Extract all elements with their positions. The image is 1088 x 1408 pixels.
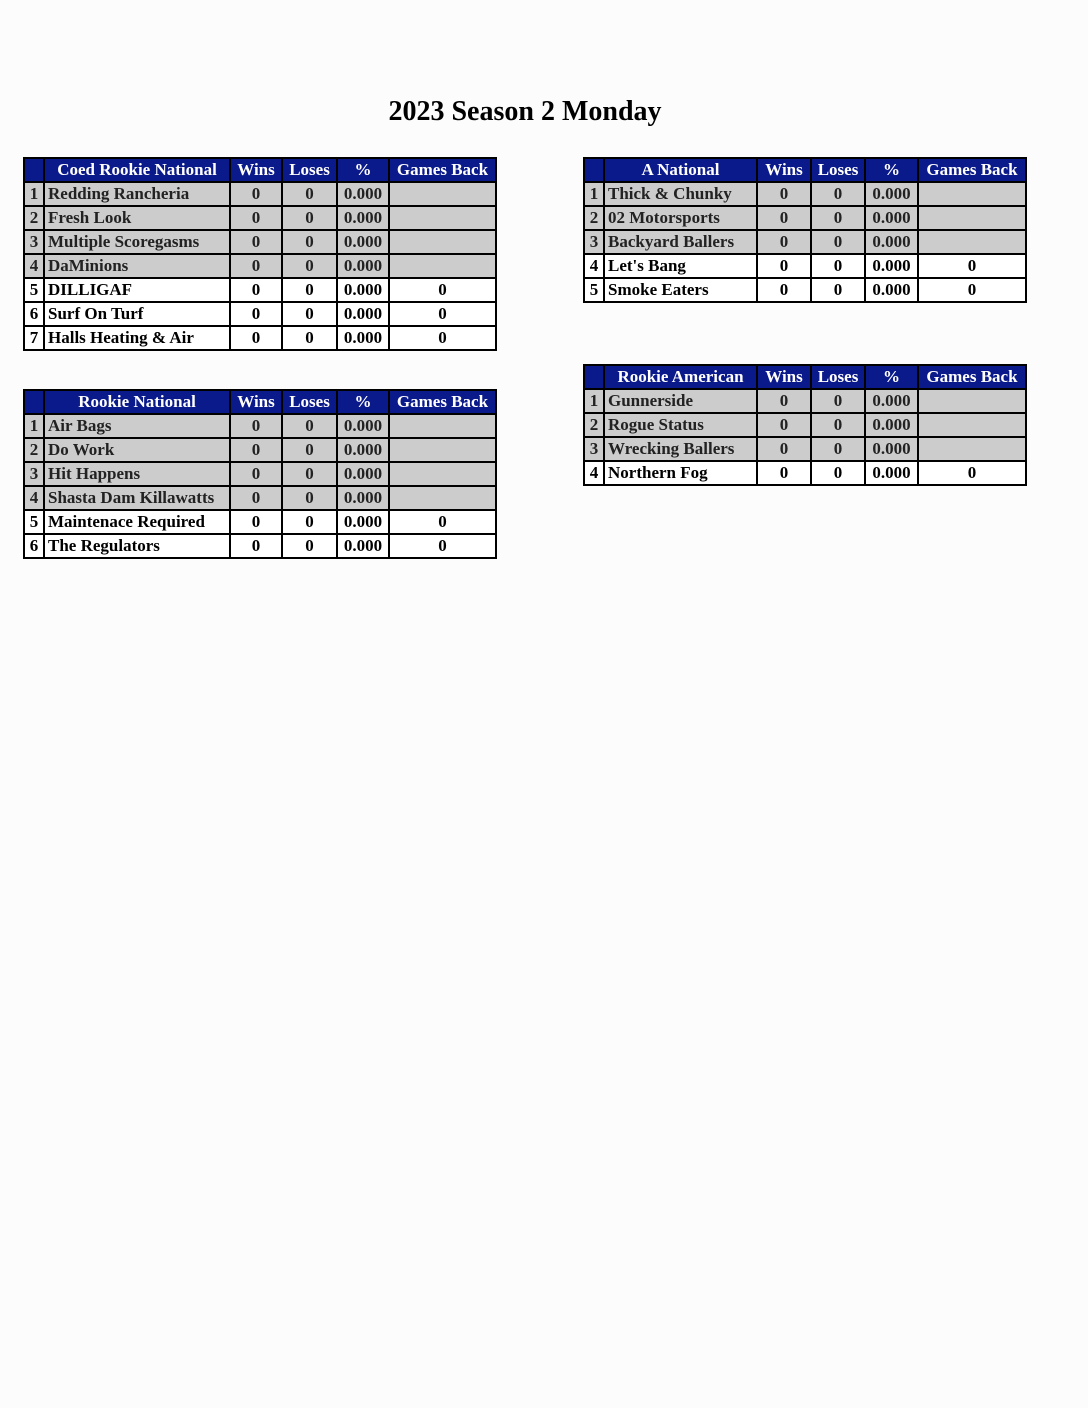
loses-cell: 0 bbox=[282, 438, 337, 462]
table-row bbox=[24, 438, 496, 462]
rank-cell: 4 bbox=[584, 254, 604, 278]
loses-cell: 0 bbox=[282, 302, 337, 326]
loses-cell: 0 bbox=[811, 230, 865, 254]
team-name: Wrecking Ballers bbox=[604, 437, 757, 461]
rank-cell: 2 bbox=[24, 206, 44, 230]
rank-cell: 4 bbox=[584, 461, 604, 485]
games-back-cell bbox=[389, 230, 496, 254]
team-name: Redding Rancheria bbox=[44, 182, 230, 206]
games-back-cell bbox=[918, 413, 1026, 437]
wins-cell: 0 bbox=[230, 534, 282, 558]
wins-cell: 0 bbox=[230, 206, 282, 230]
table-row bbox=[584, 254, 1026, 278]
team-name: Air Bags bbox=[44, 414, 230, 438]
rank-cell: 5 bbox=[24, 278, 44, 302]
loses-header: Loses bbox=[811, 158, 865, 182]
table-row bbox=[584, 461, 1026, 485]
loses-cell: 0 bbox=[282, 278, 337, 302]
wins-header: Wins bbox=[230, 390, 282, 414]
table-row bbox=[24, 278, 496, 302]
team-name: Do Work bbox=[44, 438, 230, 462]
wins-cell: 0 bbox=[757, 278, 811, 302]
loses-header: Loses bbox=[282, 158, 337, 182]
team-name: Multiple Scoregasms bbox=[44, 230, 230, 254]
wins-cell: 0 bbox=[230, 510, 282, 534]
table-row bbox=[24, 302, 496, 326]
table-row bbox=[24, 414, 496, 438]
games-back-cell: 0 bbox=[918, 278, 1026, 302]
pct-cell: 0.000 bbox=[865, 182, 918, 206]
wins-cell: 0 bbox=[757, 461, 811, 485]
wins-cell: 0 bbox=[230, 438, 282, 462]
division-header: Coed Rookie National bbox=[44, 158, 230, 182]
team-name: Maintenace Required bbox=[44, 510, 230, 534]
loses-cell: 0 bbox=[811, 413, 865, 437]
rank-cell: 2 bbox=[584, 413, 604, 437]
table-row bbox=[584, 182, 1026, 206]
pct-cell: 0.000 bbox=[865, 413, 918, 437]
table-row bbox=[584, 437, 1026, 461]
wins-cell: 0 bbox=[230, 302, 282, 326]
table-row bbox=[584, 389, 1026, 413]
games-back-cell: 0 bbox=[389, 278, 496, 302]
games-back-cell bbox=[389, 182, 496, 206]
pct-cell: 0.000 bbox=[865, 278, 918, 302]
coed-rookie-national-table bbox=[23, 157, 497, 351]
wins-cell: 0 bbox=[757, 230, 811, 254]
table-row bbox=[24, 230, 496, 254]
wins-cell: 0 bbox=[757, 389, 811, 413]
rank-cell: 3 bbox=[584, 230, 604, 254]
pct-cell: 0.000 bbox=[865, 230, 918, 254]
rank-cell: 6 bbox=[24, 534, 44, 558]
rank-cell: 2 bbox=[24, 438, 44, 462]
loses-cell: 0 bbox=[811, 278, 865, 302]
loses-cell: 0 bbox=[282, 414, 337, 438]
wins-cell: 0 bbox=[757, 206, 811, 230]
games-back-cell bbox=[918, 230, 1026, 254]
team-name: Gunnerside bbox=[604, 389, 757, 413]
pct-cell: 0.000 bbox=[337, 486, 389, 510]
header-row bbox=[584, 158, 1026, 182]
games-back-cell bbox=[389, 254, 496, 278]
table-row bbox=[24, 534, 496, 558]
table-row bbox=[24, 206, 496, 230]
loses-cell: 0 bbox=[811, 182, 865, 206]
loses-cell: 0 bbox=[282, 534, 337, 558]
wins-cell: 0 bbox=[230, 182, 282, 206]
wins-header: Wins bbox=[757, 158, 811, 182]
wins-cell: 0 bbox=[230, 254, 282, 278]
pct-cell: 0.000 bbox=[865, 461, 918, 485]
pct-header: % bbox=[337, 158, 389, 182]
rank-cell: 1 bbox=[584, 182, 604, 206]
pct-header: % bbox=[337, 390, 389, 414]
games-back-cell bbox=[389, 462, 496, 486]
pct-cell: 0.000 bbox=[337, 414, 389, 438]
games-back-cell bbox=[389, 414, 496, 438]
team-name: The Regulators bbox=[44, 534, 230, 558]
wins-cell: 0 bbox=[757, 437, 811, 461]
loses-cell: 0 bbox=[282, 230, 337, 254]
wins-cell: 0 bbox=[230, 462, 282, 486]
games-back-header: Games Back bbox=[389, 158, 496, 182]
rank-cell: 4 bbox=[24, 254, 44, 278]
loses-cell: 0 bbox=[282, 206, 337, 230]
team-name: Thick & Chunky bbox=[604, 182, 757, 206]
rookie-american-table bbox=[583, 364, 1027, 486]
pct-cell: 0.000 bbox=[337, 438, 389, 462]
games-back-header: Games Back bbox=[918, 365, 1026, 389]
team-name: Let's Bang bbox=[604, 254, 757, 278]
games-back-cell bbox=[389, 206, 496, 230]
wins-cell: 0 bbox=[230, 278, 282, 302]
pct-cell: 0.000 bbox=[337, 230, 389, 254]
games-back-cell bbox=[918, 182, 1026, 206]
table-row bbox=[24, 326, 496, 350]
pct-header: % bbox=[865, 158, 918, 182]
pct-cell: 0.000 bbox=[337, 326, 389, 350]
games-back-cell bbox=[389, 438, 496, 462]
division-header: Rookie American bbox=[604, 365, 757, 389]
table-row bbox=[24, 254, 496, 278]
games-back-cell bbox=[918, 437, 1026, 461]
rank-cell: 3 bbox=[24, 462, 44, 486]
team-name: Backyard Ballers bbox=[604, 230, 757, 254]
team-name: Rogue Status bbox=[604, 413, 757, 437]
games-back-cell: 0 bbox=[389, 510, 496, 534]
rank-header bbox=[24, 390, 44, 414]
games-back-cell: 0 bbox=[389, 534, 496, 558]
rank-cell: 1 bbox=[584, 389, 604, 413]
table-row bbox=[584, 230, 1026, 254]
pct-cell: 0.000 bbox=[865, 254, 918, 278]
rank-cell: 5 bbox=[24, 510, 44, 534]
rank-header bbox=[584, 158, 604, 182]
rank-cell: 6 bbox=[24, 302, 44, 326]
loses-cell: 0 bbox=[282, 486, 337, 510]
page-title: 2023 Season 2 Monday bbox=[388, 96, 662, 127]
pct-header: % bbox=[865, 365, 918, 389]
loses-cell: 0 bbox=[811, 254, 865, 278]
header-row bbox=[24, 390, 496, 414]
pct-cell: 0.000 bbox=[865, 389, 918, 413]
pct-cell: 0.000 bbox=[337, 278, 389, 302]
games-back-cell: 0 bbox=[918, 254, 1026, 278]
team-name: DaMinions bbox=[44, 254, 230, 278]
rookie-national-table bbox=[23, 389, 497, 559]
rank-cell: 2 bbox=[584, 206, 604, 230]
loses-cell: 0 bbox=[282, 182, 337, 206]
division-header: Rookie National bbox=[44, 390, 230, 414]
team-name: Shasta Dam Killawatts bbox=[44, 486, 230, 510]
pct-cell: 0.000 bbox=[337, 510, 389, 534]
wins-cell: 0 bbox=[230, 326, 282, 350]
loses-cell: 0 bbox=[811, 389, 865, 413]
header-row bbox=[584, 365, 1026, 389]
games-back-header: Games Back bbox=[918, 158, 1026, 182]
a-national-table bbox=[583, 157, 1027, 303]
table-row bbox=[584, 413, 1026, 437]
games-back-cell bbox=[389, 486, 496, 510]
loses-header: Loses bbox=[282, 390, 337, 414]
pct-cell: 0.000 bbox=[337, 462, 389, 486]
games-back-header: Games Back bbox=[389, 390, 496, 414]
team-name: Hit Happens bbox=[44, 462, 230, 486]
games-back-cell: 0 bbox=[389, 326, 496, 350]
games-back-cell bbox=[918, 206, 1026, 230]
table-row bbox=[24, 182, 496, 206]
table-row bbox=[24, 462, 496, 486]
table-row bbox=[24, 510, 496, 534]
pct-cell: 0.000 bbox=[865, 437, 918, 461]
loses-cell: 0 bbox=[282, 462, 337, 486]
loses-cell: 0 bbox=[282, 254, 337, 278]
wins-cell: 0 bbox=[230, 486, 282, 510]
wins-cell: 0 bbox=[230, 414, 282, 438]
rank-cell: 3 bbox=[24, 230, 44, 254]
team-name: Fresh Look bbox=[44, 206, 230, 230]
loses-cell: 0 bbox=[282, 510, 337, 534]
team-name: Surf On Turf bbox=[44, 302, 230, 326]
rank-cell: 1 bbox=[24, 414, 44, 438]
pct-cell: 0.000 bbox=[337, 206, 389, 230]
rank-cell: 1 bbox=[24, 182, 44, 206]
rank-cell: 3 bbox=[584, 437, 604, 461]
team-name: Northern Fog bbox=[604, 461, 757, 485]
rank-header bbox=[584, 365, 604, 389]
pct-cell: 0.000 bbox=[337, 534, 389, 558]
team-name: 02 Motorsports bbox=[604, 206, 757, 230]
wins-cell: 0 bbox=[757, 413, 811, 437]
games-back-cell: 0 bbox=[918, 461, 1026, 485]
team-name: Smoke Eaters bbox=[604, 278, 757, 302]
table-row bbox=[584, 278, 1026, 302]
wins-cell: 0 bbox=[757, 254, 811, 278]
wins-cell: 0 bbox=[230, 230, 282, 254]
wins-cell: 0 bbox=[757, 182, 811, 206]
division-header: A National bbox=[604, 158, 757, 182]
loses-cell: 0 bbox=[811, 206, 865, 230]
pct-cell: 0.000 bbox=[337, 302, 389, 326]
rank-header bbox=[24, 158, 44, 182]
rank-cell: 5 bbox=[584, 278, 604, 302]
pct-cell: 0.000 bbox=[337, 254, 389, 278]
loses-cell: 0 bbox=[811, 437, 865, 461]
pct-cell: 0.000 bbox=[337, 182, 389, 206]
table-row bbox=[24, 486, 496, 510]
header-row bbox=[24, 158, 496, 182]
loses-header: Loses bbox=[811, 365, 865, 389]
table-row bbox=[584, 206, 1026, 230]
pct-cell: 0.000 bbox=[865, 206, 918, 230]
games-back-cell: 0 bbox=[389, 302, 496, 326]
team-name: Halls Heating & Air bbox=[44, 326, 230, 350]
loses-cell: 0 bbox=[282, 326, 337, 350]
rank-cell: 7 bbox=[24, 326, 44, 350]
team-name: DILLIGAF bbox=[44, 278, 230, 302]
games-back-cell bbox=[918, 389, 1026, 413]
rank-cell: 4 bbox=[24, 486, 44, 510]
loses-cell: 0 bbox=[811, 461, 865, 485]
wins-header: Wins bbox=[757, 365, 811, 389]
wins-header: Wins bbox=[230, 158, 282, 182]
